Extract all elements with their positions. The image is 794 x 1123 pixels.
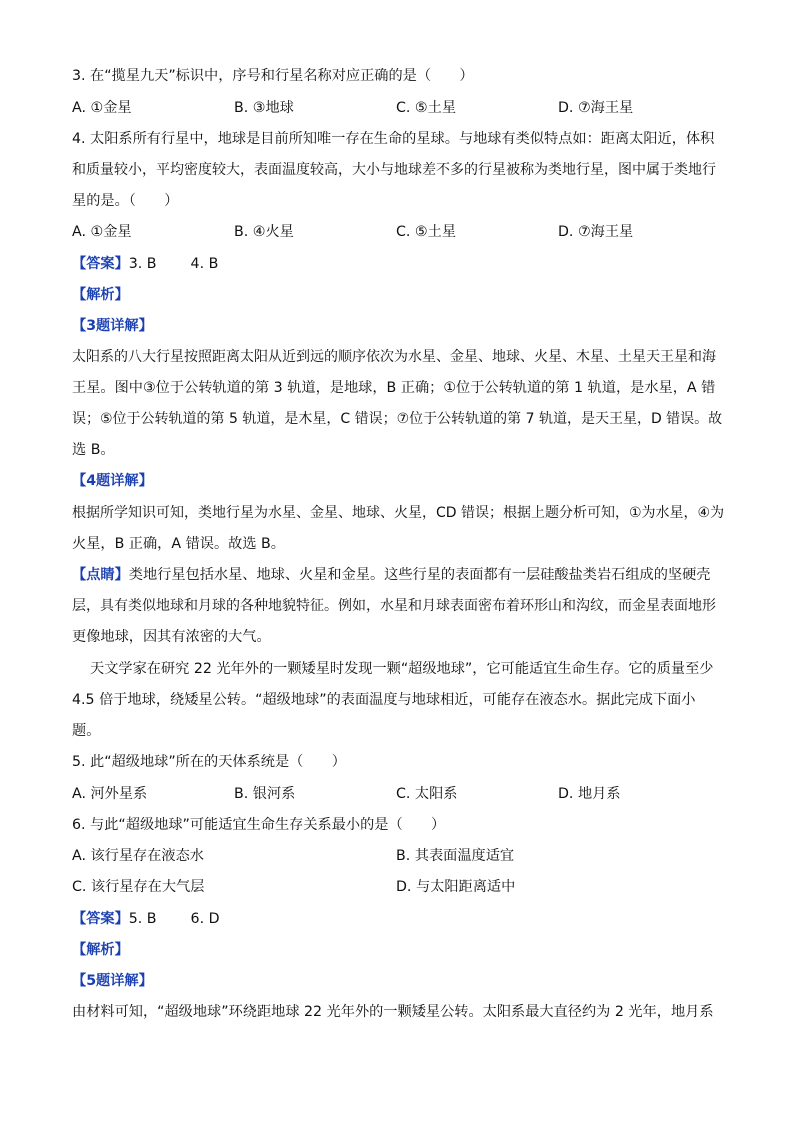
answer-6: 6. D [190, 911, 220, 927]
q5-option-a: A. 河外星系 [72, 786, 148, 802]
detail-4-line: 火星，B 正确，A 错误。故选 B。 [72, 536, 285, 552]
q3-stem: 3. 在“揽星九天”标识中，序号和行星名称对应正确的是（ ） [72, 68, 474, 84]
detail-3-line: 太阳系的八大行星按照距离太阳从近到远的顺序依次为水星、金星、地球、火星、木星、土星天王星和海 [72, 349, 716, 365]
answer-tag: 【答案】 [72, 911, 129, 927]
q3-option-b: B. ③地球 [234, 100, 294, 116]
q4-option-b: B. ④火星 [234, 224, 294, 240]
detail-3-line: 王星。图中③位于公转轨道的第 3 轨道，是地球，B 正确；①位于公转轨道的第 1 轨道，是水星，A 错 [72, 380, 716, 396]
detail-4-line: 根据所学知识可知，类地行星为水星、金星、地球、火星，CD 错误；根据上题分析可知，①为水星，④为 [72, 505, 725, 521]
answer-4: 4. B [190, 256, 219, 272]
detail-4-tag: 【4题详解】 [72, 473, 153, 489]
answer-3: 3. B [128, 256, 157, 272]
q5-option-b: B. 银河系 [234, 786, 296, 802]
q5-option-d: D. 地月系 [558, 786, 621, 802]
q5-stem: 5. 此“超级地球”所在的天体系统是（ ） [72, 754, 346, 770]
q4-stem-line: 和质量较小，平均密度较大，表面温度较高，大小与地球差不多的行星被称为类地行星，图中属于类地行 [72, 162, 716, 178]
analysis-tag: 【解析】 [72, 287, 129, 303]
q4-option-c: C. ⑤土星 [396, 224, 457, 240]
analysis-tag: 【解析】 [72, 942, 129, 958]
q4-stem-line: 星的是。（ ） [72, 193, 179, 209]
answer-line [72, 909, 220, 929]
passage-line: 4.5 倍于地球，绕矮星公转。“超级地球”的表面温度与地球相近，可能存在液态水。据此完成下面小 [72, 692, 696, 708]
detail-5-tag: 【5题详解】 [72, 973, 153, 989]
answer-line [72, 254, 218, 274]
q4-option-a: A. ①金星 [72, 224, 132, 240]
q3-option-d: D. ⑦海王星 [558, 100, 634, 116]
note-text: 类地行星包括水星、地球、火星和金星。这些行星的表面都有一层硅酸盐类岩石组成的坚硬壳 [128, 567, 711, 583]
note-line [72, 565, 710, 585]
q4-stem-line: 4. 太阳系所有行星中，地球是目前所知唯一存在生命的星球。与地球有类似特点如：距离太阳近，体积 [72, 131, 715, 147]
passage-line: 题。 [72, 723, 101, 739]
q3-option-c: C. ⑤土星 [396, 100, 457, 116]
q6-option-c: C. 该行星存在大气层 [72, 879, 205, 895]
detail-5-line: 由材料可知，“超级地球”环绕距地球 22 光年外的一颗矮星公转。太阳系最大直径约为 2 光年，地月系 [72, 1004, 714, 1020]
note-line: 层，具有类似地球和月球的各种地貌特征。例如，水星和月球表面密布着环形山和沟纹，而金星表面地形 [72, 598, 716, 614]
q6-option-b: B. 其表面温度适宜 [396, 848, 515, 864]
note-line: 更像地球，因其有浓密的大气。 [72, 629, 271, 645]
q6-option-d: D. 与太阳距离适中 [396, 879, 516, 895]
q4-option-d: D. ⑦海王星 [558, 224, 634, 240]
passage-line: 天文学家在研究 22 光年外的一颗矮星时发现一颗“超级地球”，它可能适宜生命生存。它的质量至少 [90, 661, 714, 677]
note-tag: 【点睛】 [72, 567, 129, 583]
q6-option-a: A. 该行星存在液态水 [72, 848, 204, 864]
q5-option-c: C. 太阳系 [396, 786, 458, 802]
q6-stem: 6. 与此“超级地球”可能适宜生命生存关系最小的是（ ） [72, 817, 446, 833]
answer-tag: 【答案】 [72, 256, 129, 272]
q3-option-a: A. ①金星 [72, 100, 132, 116]
answer-5: 5. B [128, 911, 157, 927]
detail-3-line: 误；⑤位于公转轨道的第 5 轨道，是木星，C 错误；⑦位于公转轨道的第 7 轨道，是天王星，D 错误。故 [72, 411, 723, 427]
detail-3-line: 选 B。 [72, 442, 115, 458]
detail-3-tag: 【3题详解】 [72, 318, 153, 334]
